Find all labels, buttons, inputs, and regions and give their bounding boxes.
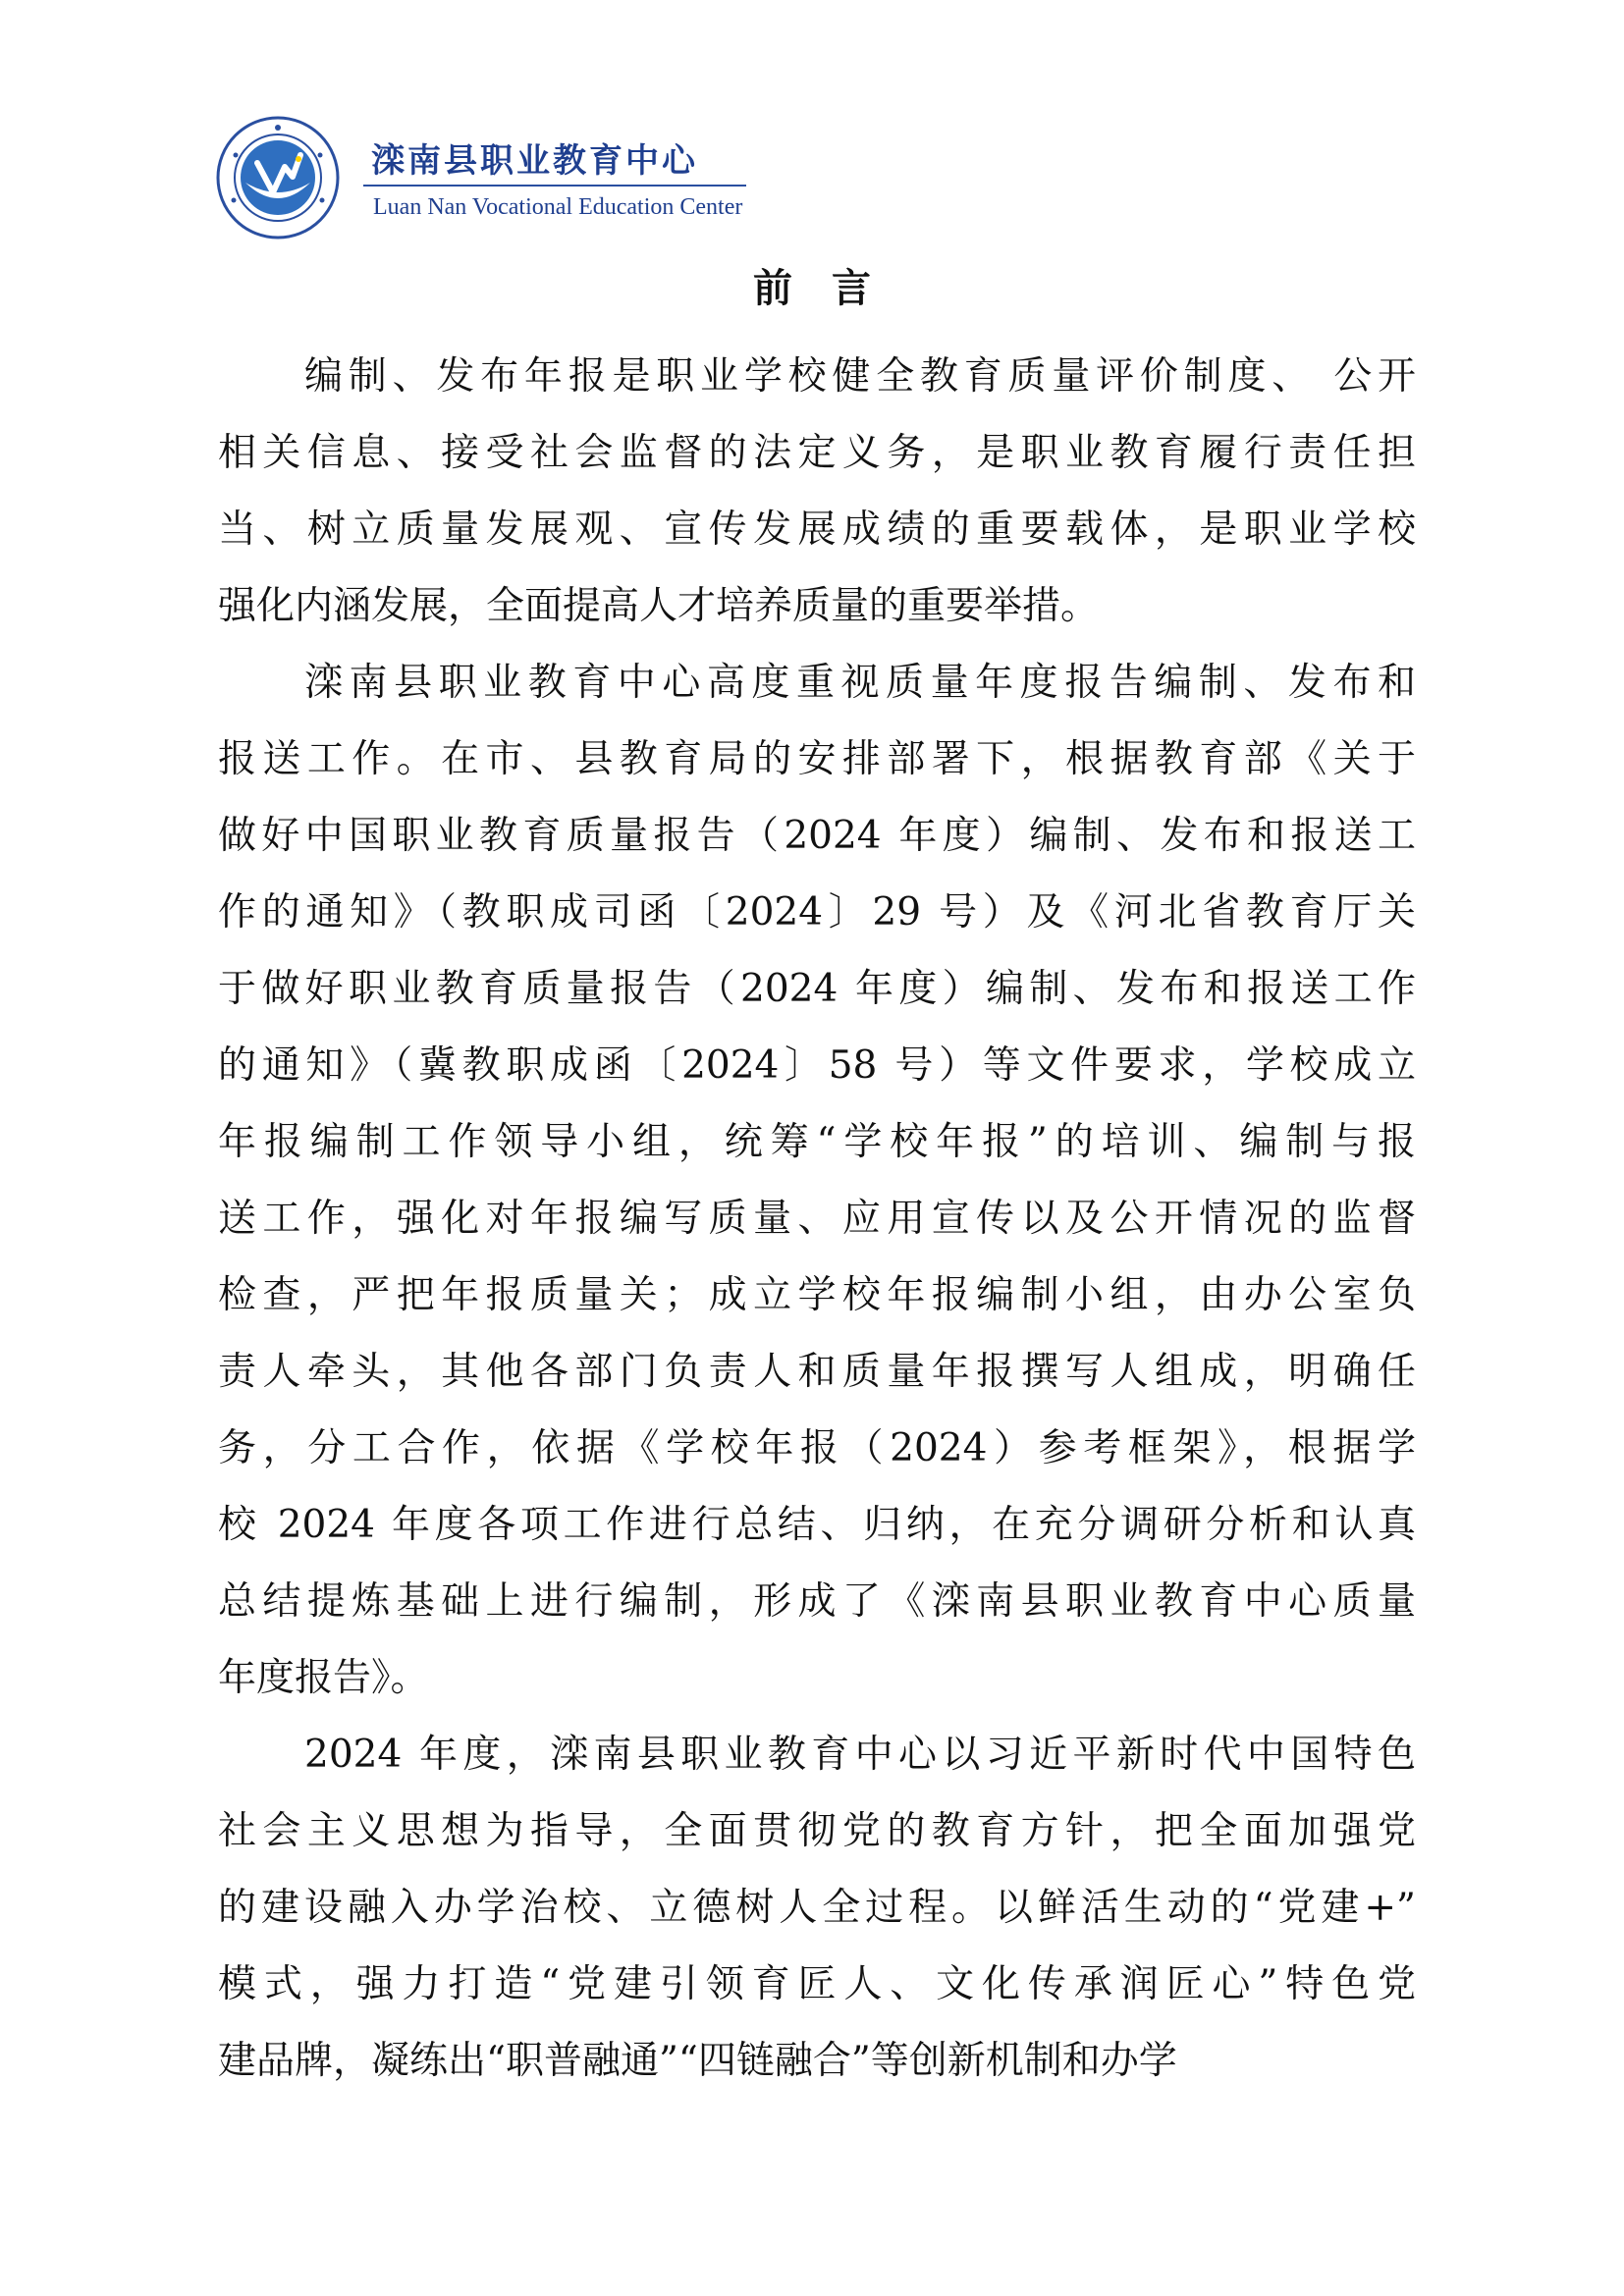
paragraph <box>218 645 1416 1717</box>
header-rule <box>363 185 746 187</box>
document-header <box>216 116 743 243</box>
paragraph-line: 的建设融入办学治校、立德树人全过程。以鲜活生动的“党建+” <box>218 1886 1416 1930</box>
school-name-en: Luan Nan Vocational Education Center <box>373 194 743 220</box>
paragraph-line: 送工作，强化对年报编写质量、应用宣传以及公开情况的监督 <box>218 1197 1416 1241</box>
paragraph-line: 编制、发布年报是职业学校健全教育质量评价制度、 公开 <box>304 354 1416 399</box>
paragraph-line: 2024 年度，滦南县职业教育中心以习近平新时代中国特色 <box>304 1733 1416 1777</box>
paragraph <box>218 339 1416 645</box>
document-body <box>218 339 1416 2100</box>
paragraph-line: 做好中国职业教育质量报告（2024 年度）编制、发布和报送工 <box>218 814 1416 858</box>
paragraph-line: 责人牵头，其他各部门负责人和质量年报撰写人组成，明确任 <box>218 1350 1416 1394</box>
school-logo <box>216 116 340 240</box>
paragraph-line: 的通知》（冀教职成函〔2024〕58 号）等文件要求，学校成立 <box>218 1043 1416 1088</box>
paragraph-line: 年报编制工作领导小组，统筹“学校年报”的培训、编制与报 <box>218 1120 1416 1164</box>
paragraph-line: 检查，严把年报质量关；成立学校年报编制小组，由办公室负 <box>218 1273 1416 1317</box>
paragraph-line: 校 2024 年度各项工作进行总结、归纳，在充分调研分析和认真 <box>218 1503 1416 1547</box>
paragraph-line: 强化内涵发展，全面提高人才培养质量的重要举措。 <box>218 584 1100 628</box>
paragraph-line: 当、树立质量发展观、宣传发展成绩的重要载体，是职业学校 <box>218 507 1416 552</box>
paragraph-line: 社会主义思想为指导，全面贯彻党的教育方针，把全面加强党 <box>218 1809 1416 1853</box>
paragraph-line: 于做好职业教育质量报告（2024 年度）编制、发布和报送工作 <box>218 967 1416 1011</box>
paragraph-line: 报送工作。在市、县教育局的安排部署下，根据教育部《关于 <box>218 737 1416 781</box>
paragraph-line: 总结提炼基础上进行编制，形成了《滦南县职业教育中心质量 <box>218 1579 1416 1624</box>
paragraph-line: 滦南县职业教育中心高度重视质量年度报告编制、发布和 <box>304 661 1416 705</box>
paragraph <box>218 1717 1416 2100</box>
page-title: 前言 <box>753 266 910 311</box>
paragraph-line: 务，分工合作，依据《学校年报（2024）参考框架》，根据学 <box>218 1426 1416 1470</box>
paragraph-line: 年度报告》。 <box>218 1656 429 1700</box>
paragraph-line: 作的通知》（教职成司函〔2024〕29 号）及《河北省教育厅关 <box>218 890 1416 934</box>
paragraph-line: 建品牌，凝练出“职普融通”“四链融合”等创新机制和办学 <box>218 2039 1177 2083</box>
paragraph-line: 模式，强力打造“党建引领育匠人、文化传承润匠心”特色党 <box>218 1962 1416 2006</box>
school-name-cn: 滦南县职业教育中心 <box>371 141 698 181</box>
paragraph-line: 相关信息、接受社会监督的法定义务，是职业教育履行责任担 <box>218 431 1416 475</box>
